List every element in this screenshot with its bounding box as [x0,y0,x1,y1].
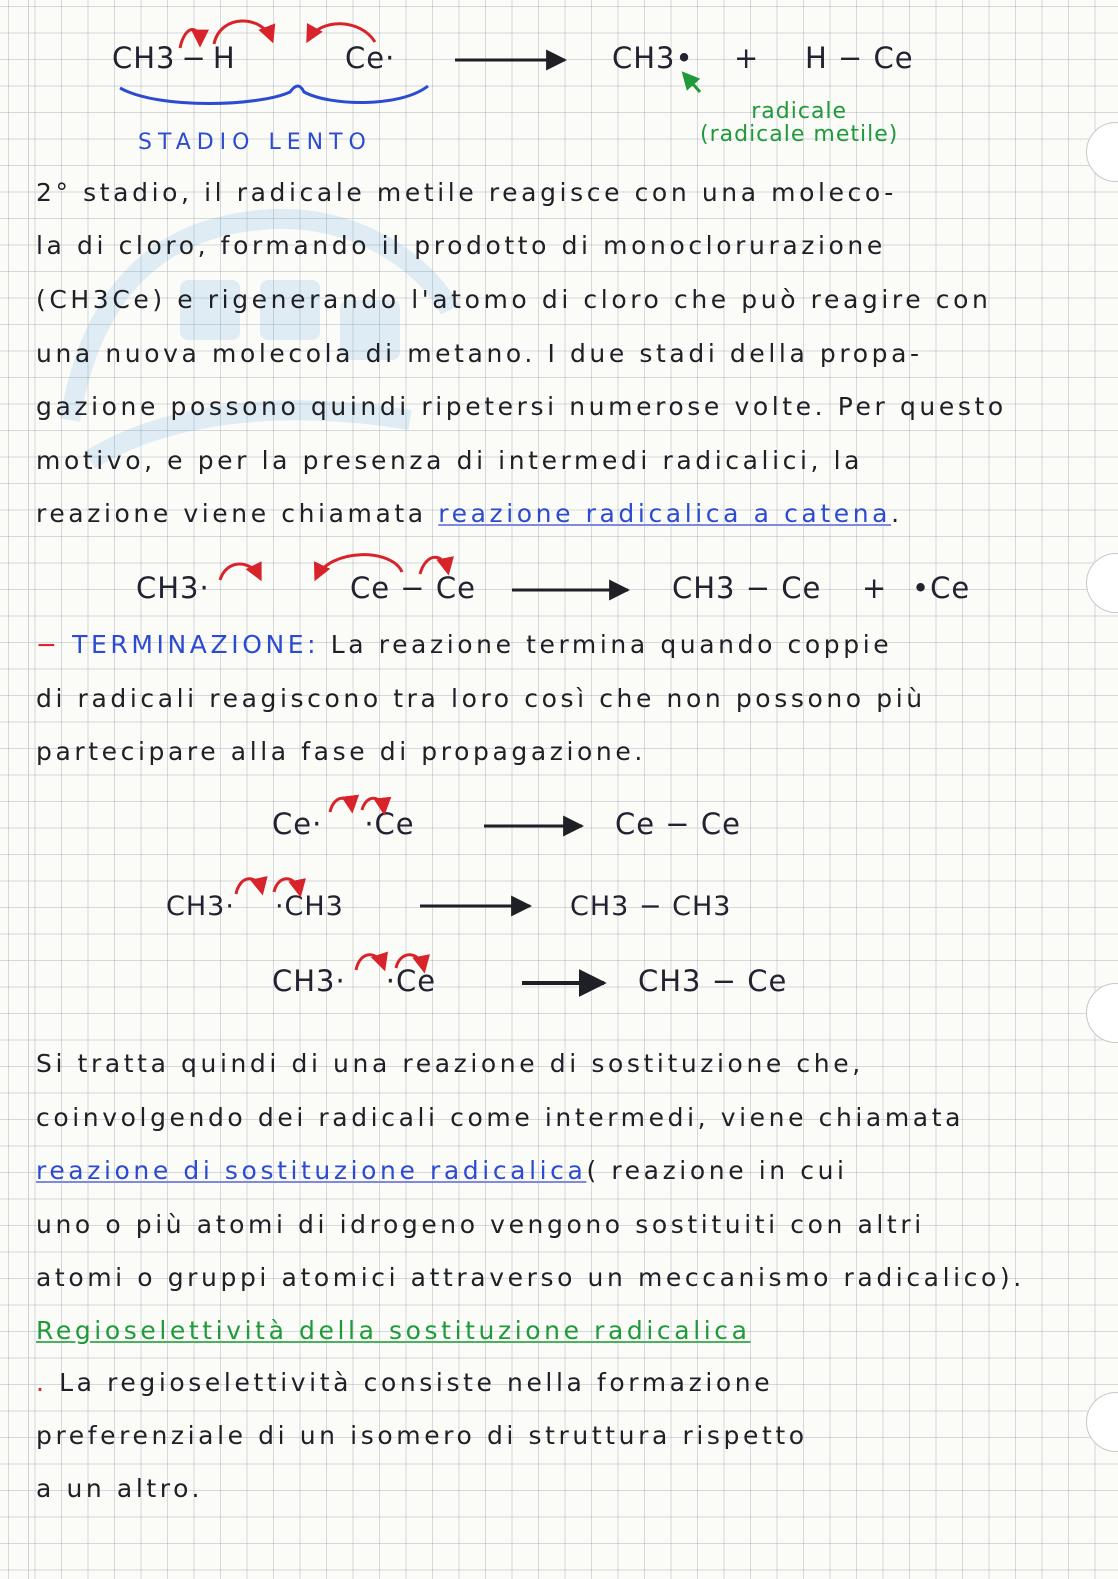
eq1-product-ch3: CH3 [612,41,676,75]
eq5-left: CH3· ·Ce [272,964,437,998]
eq1-ce: Ce [345,41,386,75]
p2-line-2: coinvolgendo dei radicali come intermedi, viene chiamata [36,1103,965,1132]
p3-line-2: preferenziale di un isomero di struttura rispetto [36,1421,808,1450]
eq1-product-hcl: H − Ce [805,41,914,75]
eq5-electron-arrow-2 [396,955,424,970]
reazione-di-sostituzione-radicalica: reazione di sostituzione radicalica [36,1156,587,1185]
p3-line-3: a un altro. [36,1474,204,1503]
term-line-3: partecipare alla fase di propagazione. [36,737,646,766]
eq5-ch3: CH3 [272,964,336,998]
p2-line-5: atomi o gruppi atomici attraverso un meccanismo radicalico). [36,1263,1025,1292]
eq1-product-methyl: CH3• [612,41,694,75]
eq2-methyl: CH3· [136,571,210,605]
eq3-electron-arrow-1 [330,798,352,812]
radicale-note-line2: (radicale metile) [700,122,899,148]
eq3-electron-arrow-2 [362,798,384,812]
p2-line-3-rest: ( reazione in cui [586,1156,848,1185]
eq1-methane: CH3 − H [112,41,236,75]
eq5-ce: Ce [395,964,437,998]
p3-bullet: . [36,1368,48,1397]
eq1-electron-arrow-1 [180,29,200,48]
eq1-ch3: CH3 [112,41,176,75]
eq4-ch3a: CH3 [166,891,226,922]
p2-line-4: uno o più atomi di idrogeno vengono sostituiti con altri [36,1210,925,1239]
p1-line-5: gazione possono quindi ripetersi numerose volte. Per questo [36,392,1007,421]
eq1-h: H [212,41,236,75]
p1-line-7-text: reazione viene chiamata [36,499,439,528]
p1-line-2: la di cloro, formando il prodotto di monoclorurazione [36,231,886,260]
eq5-product: CH3 − Ce [638,964,788,998]
eq2-plus: + [862,571,888,605]
eq4-left: CH3· ·CH3 [166,891,344,922]
p2-line-1: Si tratta quindi di una reazione di sostituzione che, [36,1049,864,1078]
p1-line-7-end: . [891,499,903,528]
stadio-lento-label: STADIO LENTO [138,130,372,155]
p3-line-1-text: La regioselettività consiste nella formazione [47,1368,774,1397]
eq2-ch3: CH3 [136,571,200,605]
terminazione-text: La reazione termina quando coppie [319,630,893,659]
eq2-electron-arrow-2 [316,555,402,578]
eq2-electron-arrow-3 [420,557,448,574]
eq4-product: CH3 − CH3 [570,891,732,922]
eq2-product-ch3cl: CH3 − Ce [672,571,822,605]
stadio-lento-brace [120,86,428,104]
p1-line-6: motivo, e per la presenza di intermedi radicalici, la [36,446,864,475]
p1-line-4: una nuova molecola di metano. I due stadi della propa- [36,339,923,368]
terminazione-title: TERMINAZIONE: [72,630,320,659]
eq1-plus: + [734,41,760,75]
eq3-product: Ce − Ce [615,807,741,841]
eq3-ce1: Ce [272,807,313,841]
eq4-ch3b: CH3 [284,891,344,922]
radicale-note-line1: radicale [751,99,848,124]
terminazione-dash: − [36,630,61,659]
radicale-pointer-arrow [684,74,700,92]
term-line-2: di radicali reagiscono tra loro così che non possono più [36,684,926,713]
p1-line-1: 2° stadio, il radicale metile reagisce con una moleco- [36,178,897,207]
p1-line-3: (CH3Ce) e rigenerando l'atomo di cloro che può reagire con [36,285,992,314]
regioselettivita-heading-text: Regioselettività della sostituzione radicalica [36,1316,751,1345]
eq4-electron-arrow-1 [236,879,262,894]
eq2-electron-arrow-1 [220,564,260,580]
eq3-left: Ce· ·Ce [272,807,415,841]
eq1-cl-radical: Ce· [345,41,396,75]
eq1-electron-arrow-2 [214,21,272,44]
reazione-radicalica-a-catena: reazione radicalica a catena [438,499,892,528]
eq2-cl-radical: •Ce [912,571,971,605]
eq4-electron-arrow-2 [274,879,300,894]
eq3-ce2: Ce [374,807,415,841]
eq5-electron-arrow-1 [356,955,384,970]
eq2-cl2: Ce − Ce [350,571,476,605]
eq1-electron-arrow-3 [308,24,375,42]
